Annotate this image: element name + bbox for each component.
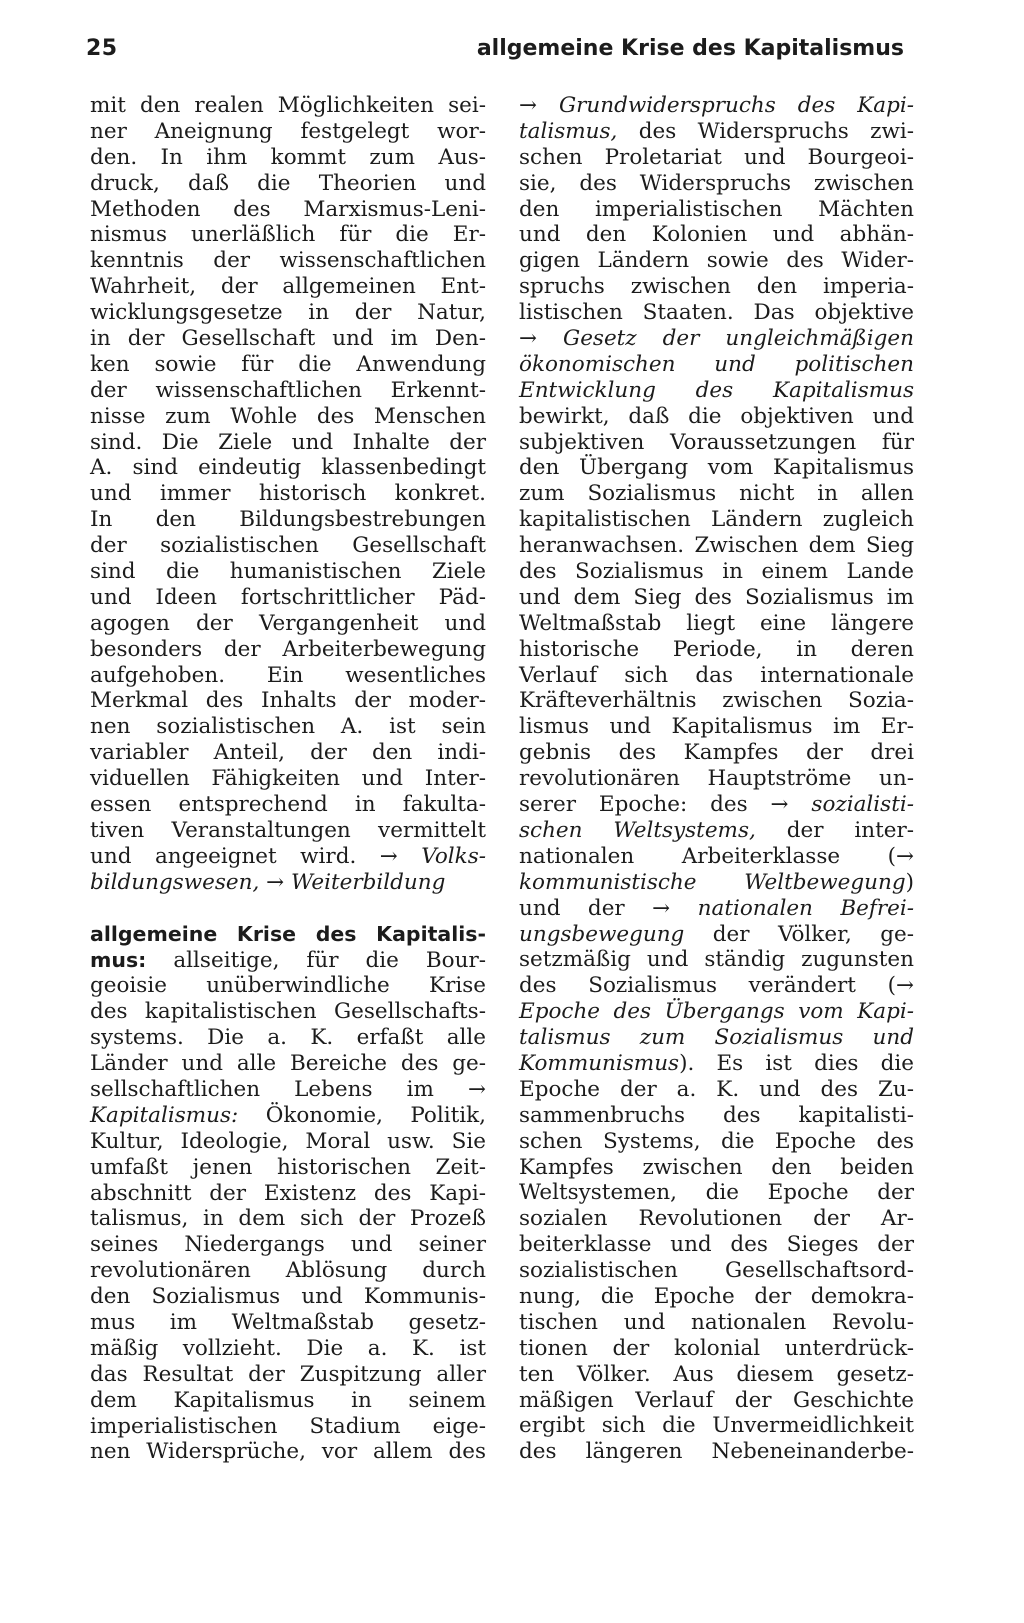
text-line: sind die humanistischen Ziele [90, 559, 486, 585]
text-line: und Ideen fortschrittlicher Päd- [90, 584, 486, 610]
text-line: zum Sozialismus nicht in allen [519, 481, 914, 507]
text-line: Länder und alle Bereiche des ge- [90, 1051, 486, 1077]
text-line: mäßigen Verlauf der Geschichte [519, 1387, 914, 1413]
text-line: den Sozialismus und Kommunis- [90, 1284, 486, 1310]
text-line: Weltsystemen, die Epoche der [519, 1180, 914, 1206]
text-line: des kapitalistischen Gesellschafts- [90, 999, 486, 1025]
text-line: wicklungsgesetze in der Natur, [90, 300, 486, 326]
text-line: mus: allseitige, für die Bour- [90, 947, 486, 973]
text-line: talismus, in dem sich der Prozeß [90, 1206, 486, 1232]
text-line: ten Völker. Aus diesem gesetz- [519, 1361, 914, 1387]
text-line: ungsbewegung der Völker, ge- [519, 921, 914, 947]
text-line: imperialistischen Stadium eige- [90, 1413, 486, 1439]
text-line: in der Gesellschaft und im Den- [90, 326, 486, 352]
text-line: revolutionären Ablösung durch [90, 1258, 486, 1284]
text-line: Epoche des Übergangs vom Kapi- [519, 999, 914, 1025]
text-line: systems. Die a. K. erfaßt alle [90, 1025, 486, 1051]
text-line: abschnitt der Existenz des Kapi- [90, 1180, 486, 1206]
text-line: und angeeignet wird. → Volks- [90, 843, 486, 869]
text-line: revolutionären Hauptströme un- [519, 766, 914, 792]
text-line: nisse zum Wohle des Menschen [90, 403, 486, 429]
text-line: umfaßt jenen historischen Zeit- [90, 1154, 486, 1180]
text-line: A. sind eindeutig klassenbedingt [90, 455, 486, 481]
text-line: ökonomischen und politischen [519, 351, 914, 377]
text-line: ergibt sich die Unvermeidlichkeit [519, 1413, 914, 1439]
text-line: Entwicklung des Kapitalismus [519, 377, 914, 403]
text-line: schen Weltsystems, der inter- [519, 817, 914, 843]
text-line: und immer historisch konkret. [90, 481, 486, 507]
text-line: mus im Weltmaßstab gesetz- [90, 1309, 486, 1335]
text-line: dem Kapitalismus in seinem [90, 1387, 486, 1413]
entry-heading-line [90, 922, 486, 948]
text-line: spruchs zwischen den imperia- [519, 274, 914, 300]
text-line: historische Periode, in deren [519, 636, 914, 662]
text-line: den Übergang vom Kapitalismus [519, 455, 914, 481]
paragraph-education [90, 93, 486, 844]
text-line: Kultur, Ideologie, Moral usw. Sie [90, 1128, 486, 1154]
text-line: Kräfteverhältnis zwischen Sozia- [519, 688, 914, 714]
text-line: kommunistische Weltbewegung) [519, 869, 914, 895]
text-line: → Gesetz der ungleichmäßigen [519, 326, 914, 352]
text-line: agogen der Vergangenheit und [90, 610, 486, 636]
text-line: und der → nationalen Befrei- [519, 895, 914, 921]
text-line: gebnis des Kampfes der drei [519, 740, 914, 766]
text-line: der sozialistischen Gesellschaft [90, 533, 486, 559]
text-line: nationalen Arbeiterklasse (→ [519, 843, 914, 869]
text-line: seines Niedergangs und seiner [90, 1232, 486, 1258]
text-line: geoisie unüberwindliche Krise [90, 973, 486, 999]
dictionary-entry-allgemeine-krise [90, 922, 486, 1466]
text-line: beiterklasse und des Sieges der [519, 1232, 914, 1258]
text-line: den. In ihm kommt zum Aus- [90, 144, 486, 170]
left-column [90, 93, 486, 1465]
text-line: Methoden des Marxismus-Leni- [90, 196, 486, 222]
text-line: variabler Anteil, der den indi- [90, 740, 486, 766]
text-line: Epoche der a. K. und des Zu- [519, 1076, 914, 1102]
text-line: listischen Staaten. Das objektive [519, 300, 914, 326]
text-line: ner Aneignung festgelegt wor- [90, 118, 486, 144]
text-line: → Grundwiderspruchs des Kapi- [519, 93, 914, 118]
text-line: des Sozialismus in einem Lande [519, 559, 914, 585]
text-line: tiven Veranstaltungen vermittelt [90, 817, 486, 843]
text-line: tischen und nationalen Revolu- [519, 1309, 914, 1335]
text-line: tionen der kolonial unterdrück- [519, 1335, 914, 1361]
text-line: sie, des Widerspruchs zwischen [519, 170, 914, 196]
text-line: lismus und Kapitalismus im Er- [519, 714, 914, 740]
text-line: druck, daß die Theorien und [90, 170, 486, 196]
text-line: und dem Sieg des Sozialismus im [519, 584, 914, 610]
text-line: heranwachsen. Zwischen dem Sieg [519, 533, 914, 559]
text-line: subjektiven Voraussetzungen für [519, 429, 914, 455]
text-line: bewirkt, daß die objektiven und [519, 403, 914, 429]
text-line: das Resultat der Zuspitzung aller [90, 1361, 486, 1387]
text-line: talismus zum Sozialismus und [519, 1025, 914, 1051]
text-line: Kapitalismus: Ökonomie, Politik, [90, 1102, 486, 1128]
text-line: der wissenschaftlichen Erkennt- [90, 377, 486, 403]
text-line: sozialistischen Gesellschaftsord- [519, 1258, 914, 1284]
text-line: Wahrheit, der allgemeinen Ent- [90, 274, 486, 300]
entry-title: allgemeine Krise des Kapitalis- [90, 921, 486, 946]
right-column [519, 93, 914, 1465]
text-line: sind. Die Ziele und Inhalte der [90, 429, 486, 455]
text-line: Weltmaßstab liegt eine längere [519, 610, 914, 636]
text-line: viduellen Fähigkeiten und Inter- [90, 766, 486, 792]
text-line: sammenbruchs des kapitalisti- [519, 1102, 914, 1128]
text-line: mäßig vollzieht. Die a. K. ist [90, 1335, 486, 1361]
text-line: Merkmal des Inhalts der moder- [90, 688, 486, 714]
text-line: bildungswesen, → Weiterbildung [90, 869, 446, 895]
text-line: des längeren Nebeneinanderbe- [519, 1439, 914, 1465]
text-line: kapitalistischen Ländern zugleich [519, 507, 914, 533]
page-number: 25 [86, 36, 118, 61]
text-line: aufgehoben. Ein wesentliches [90, 662, 486, 688]
text-line: nen sozialistischen A. ist sein [90, 714, 486, 740]
text-line: den imperialistischen Mächten [519, 196, 914, 222]
text-line: des Sozialismus verändert (→ [519, 973, 914, 999]
running-title: allgemeine Krise des Kapitalismus [476, 36, 904, 61]
text-line: essen entsprechend in fakulta- [90, 792, 486, 818]
text-line: nen Widersprüche, vor allem des [90, 1439, 486, 1465]
text-line: setzmäßig und ständig zugunsten [519, 947, 914, 973]
text-line: gigen Ländern sowie des Wider- [519, 248, 914, 274]
text-line: nismus unerläßlich für die Er- [90, 222, 486, 248]
text-line: kenntnis der wissenschaftlichen [90, 248, 486, 274]
text-line: schen Systems, die Epoche des [519, 1128, 914, 1154]
text-line: schen Proletariat und Bourgeoi- [519, 144, 914, 170]
text-line: sozialen Revolutionen der Ar- [519, 1206, 914, 1232]
text-line: Verlauf sich das internationale [519, 662, 914, 688]
text-line: Kampfes zwischen den beiden [519, 1154, 914, 1180]
text-line: und den Kolonien und abhän- [519, 222, 914, 248]
text-line: besonders der Arbeiterbewegung [90, 636, 486, 662]
text-line: sellschaftlichen Lebens im → [90, 1076, 486, 1102]
text-line: serer Epoche: des → sozialisti- [519, 792, 914, 818]
text-line: talismus, des Widerspruchs zwi- [519, 118, 914, 144]
text-line: Kommunismus). Es ist dies die [519, 1050, 914, 1076]
text-line: nung, die Epoche der demokra- [519, 1283, 914, 1309]
text-line: mit den realen Möglichkeiten sei- [90, 93, 486, 118]
text-line: ken sowie für die Anwendung [90, 351, 486, 377]
text-line: In den Bildungsbestrebungen [90, 507, 486, 533]
